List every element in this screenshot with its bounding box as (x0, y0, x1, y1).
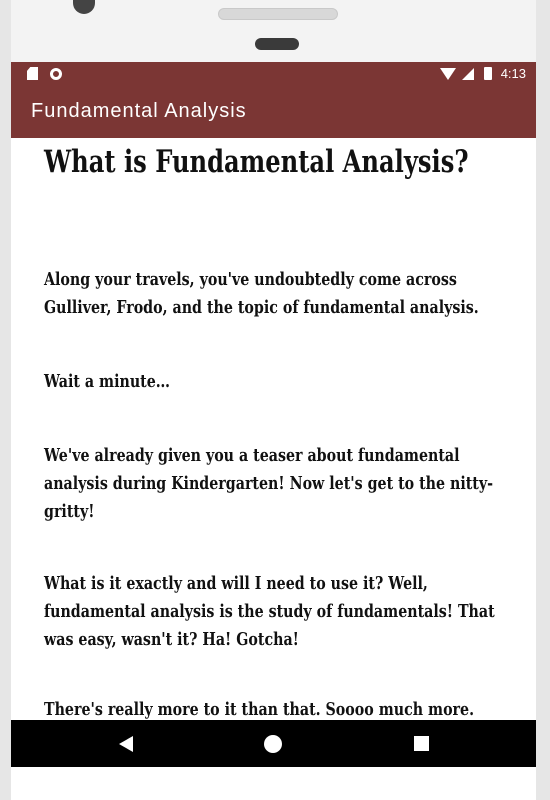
status-bar (11, 62, 536, 86)
article-paragraph: We've already given you a teaser about fundamental analysis during Kindergarten! Now let's get to the nitty-gritty! (44, 445, 494, 522)
article-paragraph: What is it exactly and will I need to use it? Well, fundamental analysis is the study of fundamentals! That was easy, wasn't it? Ha! Gotcha! (44, 573, 495, 650)
recents-icon[interactable] (414, 736, 429, 751)
battery-icon (484, 67, 492, 80)
phone-bezel-left (0, 0, 11, 800)
screen (11, 62, 536, 800)
phone-bezel-right (536, 0, 550, 800)
proximity-sensor (255, 38, 299, 50)
front-camera (73, 0, 95, 14)
article-paragraph: Wait a minute… (44, 371, 171, 392)
home-icon[interactable] (264, 735, 282, 753)
cell-signal-icon (462, 68, 474, 80)
article-content[interactable] (11, 138, 536, 720)
wifi-icon (440, 68, 456, 80)
status-notifications (27, 67, 62, 80)
app-title: Fundamental Analysis (31, 100, 247, 122)
article-paragraph: Along your travels, you've undoubtedly come across Gulliver, Frodo, and the topic of fundamental analysis. (44, 269, 479, 318)
circle-notification-icon (50, 68, 62, 80)
navigation-bar (11, 720, 536, 767)
status-clock: 4:13 (500, 66, 526, 81)
article-paragraph: There's really more to it than that. Soooo much more. (44, 699, 475, 720)
status-system-icons (440, 66, 526, 81)
app-toolbar (11, 86, 536, 138)
article-heading: What is Fundamental Analysis? (44, 144, 469, 180)
earpiece-speaker (218, 8, 338, 20)
sd-card-icon (27, 67, 38, 80)
back-icon[interactable] (119, 736, 133, 752)
